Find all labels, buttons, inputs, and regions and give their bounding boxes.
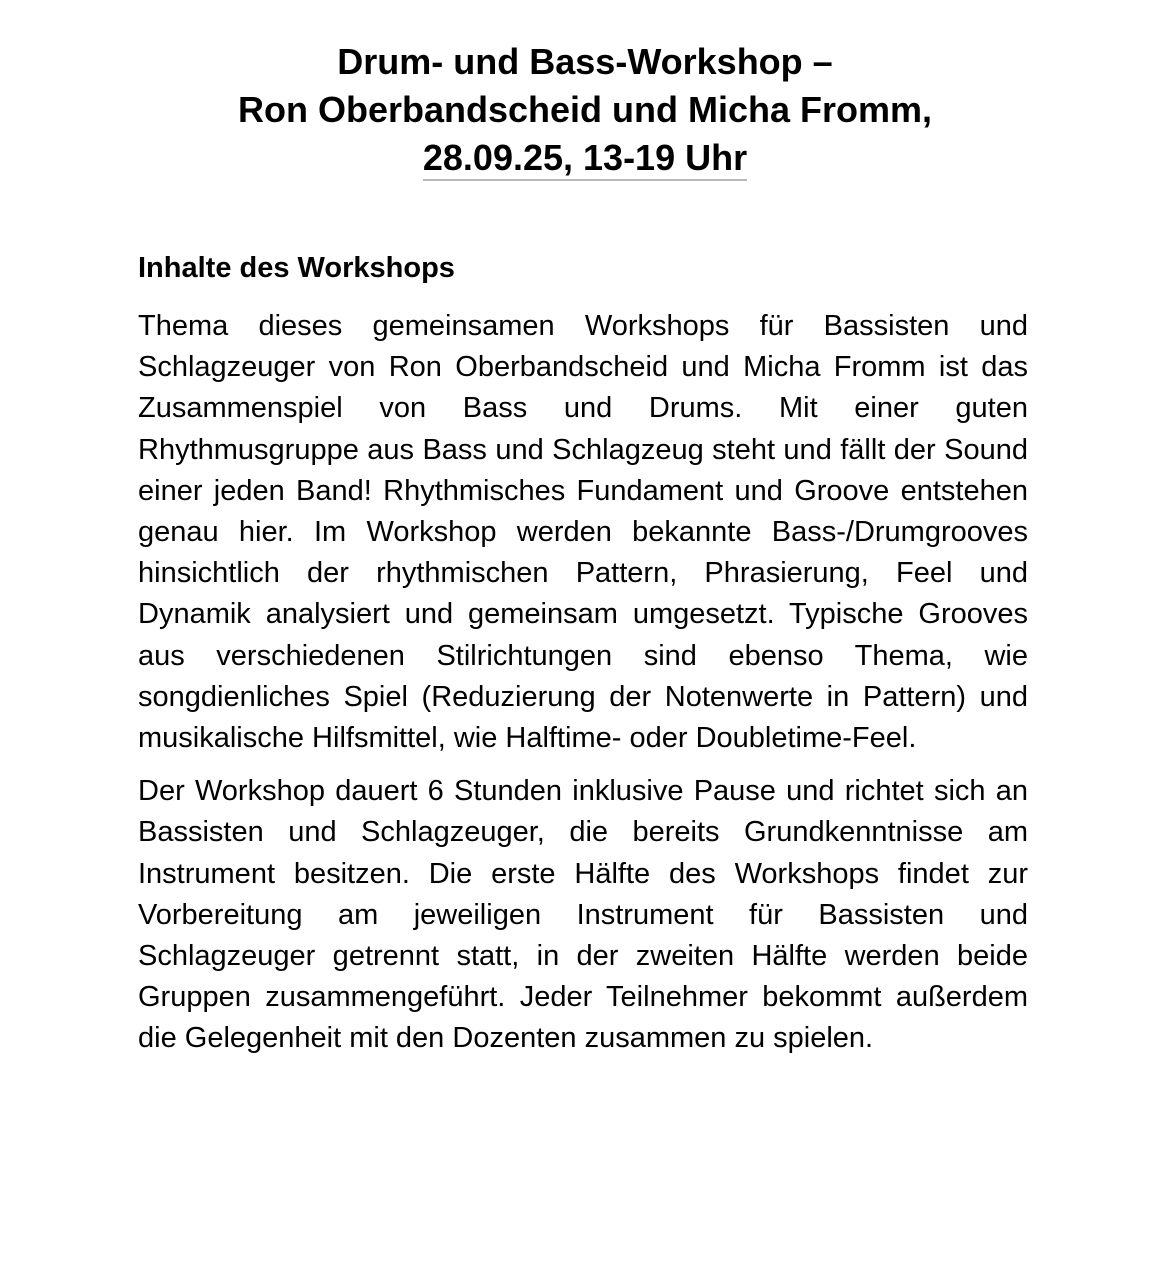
- document-title: [0, 38, 1170, 182]
- title-line-instructors: Ron Oberbandscheid und Micha Fromm,: [237, 89, 933, 130]
- title-line-workshop: Drum- und Bass-Workshop –: [337, 41, 833, 82]
- paragraph-workshop-content: Thema dieses gemeinsamen Workshops für Bassisten und Schlagzeuger von Ron Oberbandscheid und Micha Fromm ist das Zusammenspiel von Bass und Drums. Mit einer guten Rhythmusgruppe aus Bass und Schlagzeug steht und fällt der Sound einer jeden Band! Rhythmisches Fundament und Groove entstehen genau hier. Im Workshop werden bekannte Bass-/Drumgrooves hinsichtlich der rhythmischen Pattern, Phrasierung, Feel und Dynamik analysiert und gemeinsam umgesetzt. Typische Grooves aus verschiedenen Stilrichtungen sind ebenso Thema, wie songdienliches Spiel (Reduzierung der Notenwerte in Pattern) und musikalische Hilfsmittel, wie Halftime- oder Doubletime-Feel.: [138, 310, 1028, 755]
- paragraph-workshop-details: Der Workshop dauert 6 Stunden inklusive Pause und richtet sich an Bassisten und Schlagzeuger, die bereits Grundkenntnisse am Instrument besitzen. Die erste Hälfte des Workshops findet zur Vorbereitung am jeweiligen Instrument für Bassisten und Schlagzeuger getrennt statt, in der zweiten Hälfte werden beide Gruppen zusammengeführt. Jeder Teilnehmer bekommt außerdem die Gelegenheit mit den Dozenten zusammen zu spielen.: [138, 775, 1028, 1055]
- section-heading: Inhalte des Workshops: [138, 252, 455, 284]
- title-date-link[interactable]: 28.09.25, 13-19 Uhr: [423, 137, 747, 181]
- title-line-date-wrapper: [0, 134, 1170, 182]
- document-body: [138, 248, 1028, 1072]
